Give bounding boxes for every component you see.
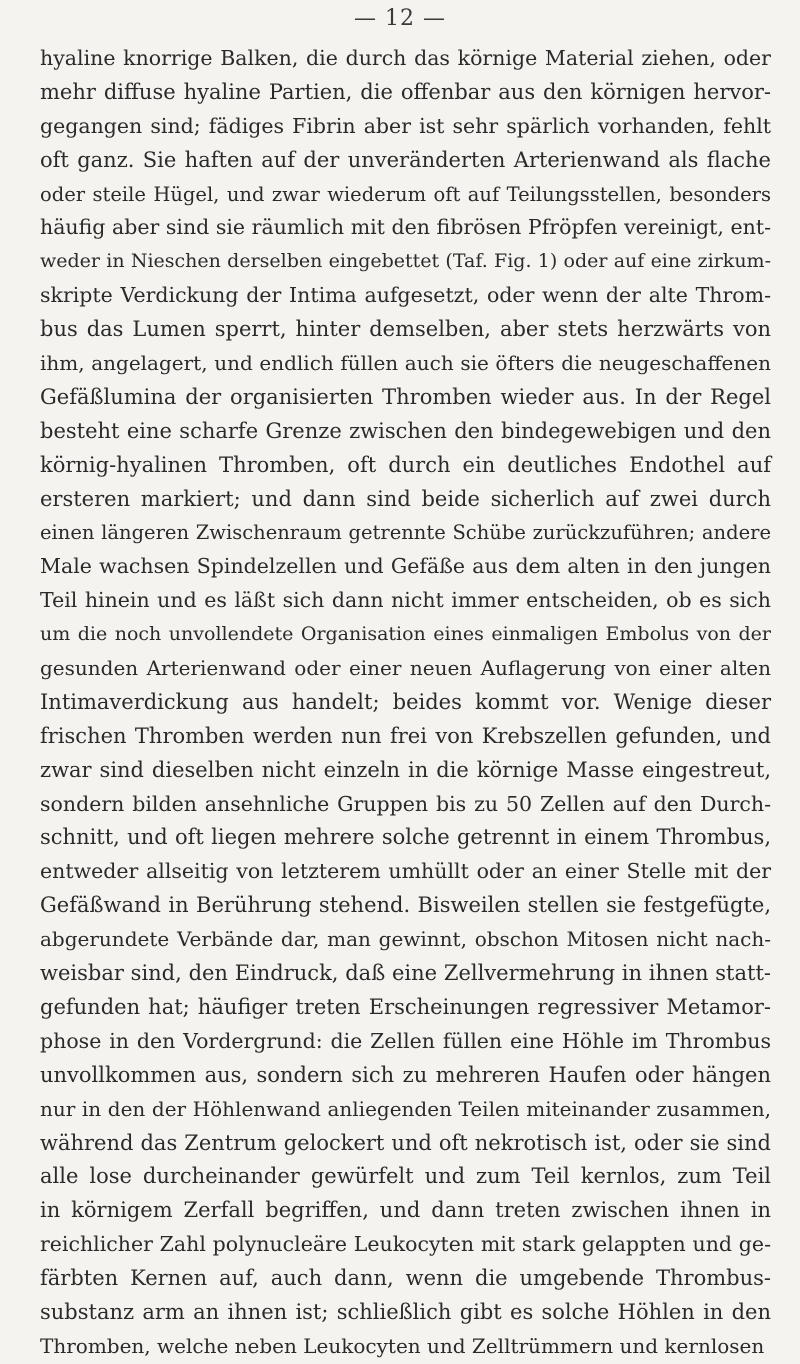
body-text [40,42,771,1364]
text-line: hyaline knorrige Balken, die durch das körnige Material ziehen, oder [40,46,771,70]
text-line: entweder allseitig von letzterem umhüllt oder an einer Stelle mit der [40,859,771,884]
text-line: sondern bilden ansehnliche Gruppen bis zu 50 Zellen auf den Durch- [40,791,771,816]
text-line: färbten Kernen auf, auch dann, wenn die umgebende Thrombus- [40,1266,771,1291]
text-line: schnitt, und oft liegen mehrere solche getrennt in einem Thrombus, [40,825,771,850]
text-line: Teil hinein und es läßt sich dann nicht immer entscheiden, ob es sich [40,588,771,613]
text-line: während das Zentrum gelockert und oft nekrotisch ist, oder sie sind [40,1130,771,1155]
text-line: Intimaverdickung aus handelt; beides kommt vor. Wenige dieser [40,689,771,714]
text-line: unvollkommen aus, sondern sich zu mehreren Haufen oder hängen [40,1062,771,1087]
text-line: Gefäßlumina der organisierten Thromben wieder aus. In der Regel [40,384,771,409]
text-line: um die noch unvollendete Organisation eines einmaligen Embolus von der [40,623,771,646]
text-line: weder in Nieschen derselben eingebettet (Taf. Fig. 1) oder auf eine zirkum- [40,250,771,273]
text-line: reichlicher Zahl polynucleäre Leukocyten mit stark gelappten und ge- [40,1232,771,1257]
text-line: ersteren markiert; und dann sind beide sicherlich auf zwei durch [40,486,771,511]
text-line: körnig-hyalinen Thromben, oft durch ein deutliches Endothel auf [40,452,771,477]
text-line: oder steile Hügel, und zwar wiederum oft auf Teilungsstellen, besonders [40,182,771,206]
text-line: Thromben, welche neben Leukocyten und Zelltrümmern und kernlosen [40,1333,765,1358]
text-line: besteht eine scharfe Grenze zwischen den bindegewebigen und den [40,418,771,443]
text-line: bus das Lumen sperrt, hinter demselben, aber stets herzwärts von [40,317,771,342]
text-line: abgerundete Verbände dar, man gewinnt, obschon Mitosen nicht nach- [40,927,771,952]
text-line: skripte Verdickung der Intima aufgesetzt, oder wenn der alte Throm- [40,283,771,308]
text-line: häufig aber sind sie räumlich mit den fibrösen Pfröpfen vereinigt, ent- [40,215,771,240]
text-line: in körnigem Zerfall begriffen, und dann treten zwischen ihnen in [40,1198,771,1223]
text-line: gesunden Arterienwand oder einer neuen Auflagerung von einer alten [40,656,771,681]
text-line: frischen Thromben werden nun frei von Krebszellen gefunden, und [40,723,771,748]
text-line: substanz arm an ihnen ist; schließlich gibt es solche Höhlen in den [40,1299,771,1324]
text-line: phose in den Vordergrund: die Zellen füllen eine Höhle im Thrombus [40,1028,771,1053]
text-line: einen längeren Zwischenraum getrennte Schübe zurückzuführen; andere [40,521,771,545]
text-line: Gefäßwand in Berührung stehend. Bisweilen stellen sie festgefügte, [40,893,771,918]
text-line: ihm, angelagert, und endlich füllen auch sie öfters die neugeschaffenen [40,351,771,376]
text-line: weisbar sind, den Eindruck, daß eine Zellvermehrung in ihnen statt- [40,961,771,986]
text-line: gefunden hat; häufiger treten Erscheinungen regressiver Metamor- [40,994,771,1019]
text-line: gegangen sind; fädiges Fibrin aber ist sehr spärlich vorhanden, fehlt [40,113,771,138]
text-line: nur in den der Höhlenwand anliegenden Teilen miteinander zusammen, [40,1096,771,1121]
text-line: mehr diffuse hyaline Partien, die offenbar aus den körnigen hervor- [40,79,771,104]
text-line: Male wachsen Spindelzellen und Gefäße aus dem alten in den jungen [40,554,771,579]
page-number: — 12 — [354,6,446,31]
text-line: alle lose durcheinander gewürfelt und zum Teil kernlos, zum Teil [40,1164,771,1189]
text-line: zwar sind dieselben nicht einzeln in die körnige Masse eingestreut, [40,757,771,782]
text-line: oft ganz. Sie haften auf der unveränderten Arterienwand als flache [40,147,771,172]
